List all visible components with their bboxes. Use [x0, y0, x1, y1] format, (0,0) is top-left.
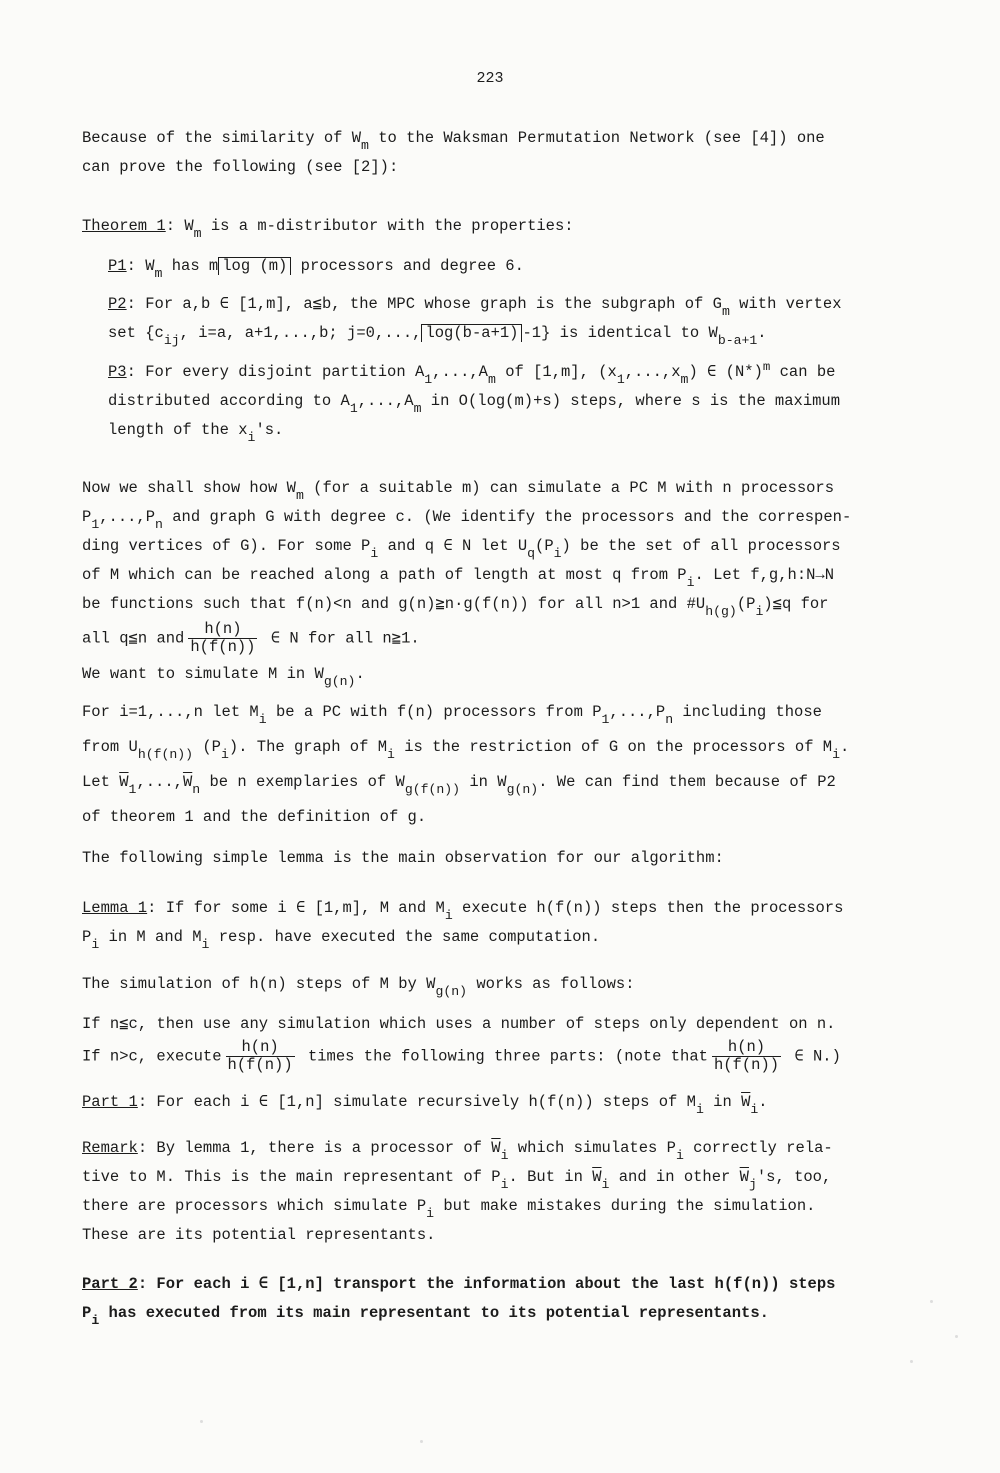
intro-paragraph: Because of the similarity of $W_m$ to the Waksman Permutation Network (see [4]) one can prove the following (see [2]): [82, 129, 825, 176]
want-line: We want to simulate M in $W_{g(n)}$. [82, 665, 365, 690]
property-p2: P2: For a,b ∈ [1,m], a≦b, the MPC whose graph is the subgraph of $G_m$ with vertex set {$c_{ij}$, i=a, a+1,...,b; j=0,..., log(b-a+1) -1} is identical to $W_{b-a+1}$. [108, 295, 842, 349]
works-line: The simulation of h(n) steps of M by $W_{g(n)}$ works as follows: [82, 975, 635, 1000]
part-2: Part 2: For each i ∈ [1,n] transport the information about the last h(f(n)) steps $P_i$ has executed from its main representant to its potential representants. [82, 1275, 836, 1329]
theorem-heading: Theorem 1: $W_m$ is a m-distributor with the properties: [82, 217, 574, 242]
lemma-1: Lemma 1: If for some i ∈ [1,m], M and $M_i$ execute h(f(n)) steps then the processors $P_i$ in M and $M_i$ resp. have executed the same computation. [82, 899, 844, 953]
page-number: 223 [476, 70, 504, 87]
remark: Remark: By lemma 1, there is a processor of $\overline{W}_i$ which simulates $P_i$ correctly rela- tive to M. This is the main representant of $P_i$. But in $\overline{W}_i$ and in other $\overline{W}_j's$, too, there are processors which simulate $P_i$ but make mistakes during the simulation. These are its potential representants. [82, 1139, 833, 1244]
property-p1: P1: $W_m$ has m log (m) processors and degree 6. [108, 257, 524, 282]
cases: If n≦c, then use any simulation which uses a number of steps only dependent on n. If n>c, execute $\frac{h(n)}{h(f(n))}$ times the following three parts: (note that $\frac{h(n)}{h(f(n))}$ ∈ N.) [82, 1015, 841, 1074]
scan-speck [910, 1360, 913, 1363]
simulation-paragraph: Now we shall show how $W_m$ (for a suitable m) can simulate a PC M with n processors $P_1,...,P_n$ and graph G with degree c. (We identify the processors and the correspen- ding vertices of G). For some $P_i$ and q ∈ N let $U_q(P_i)$ be the set of all processors of M which can be reached along a path of length at most q from $P_i$. Let f,g,h:N→N be functions such that f(n)<n and g(n)≧n·g(f(n)) for all n>1 and $\#U_{h(g)}(P_i)≦q$ for all q≦n and $\frac{h(n)}{h(f(n))}$ ∈ N for all n≧1. [82, 479, 852, 656]
lemma-label: Lemma 1 [82, 899, 148, 917]
scan-speck [420, 1440, 423, 1443]
scan-speck [955, 1335, 958, 1338]
scan-speck [200, 1420, 203, 1423]
scan-speck [930, 1300, 933, 1303]
fraction-h-n-over-h-f-n: $\frac{h(n)}{h(f(n))}$ [190, 620, 256, 656]
remark-label: Remark [82, 1139, 138, 1157]
part-2-label: Part 2 [82, 1275, 138, 1293]
lemma-intro: The following simple lemma is the main observation for our algorithm: [82, 849, 724, 867]
theorem-label: Theorem 1 [82, 217, 166, 235]
property-p3: P3: For every disjoint partition $A_1,...,A_m$ of [1,m], $(x_1,...,x_m)$ ∈ $(N*)^m$ can be distributed according to $A_1,...,A_m$ in O(log(m)+s) steps, where s is the maximum length of the $x_i's$. [108, 359, 841, 446]
for-i-paragraph: For i=1,...,n let $M_i$ be a PC with f(n) processors from $P_1,...,P_n$ including those from $U_{h(f(n))}$ $(P_i)$. The graph of $M_i$ is the restriction of G on the processors of $M_i$. Let $\overline{W}_1,...,\overline{W}_n$ be n exemplaries of $W_{g(f(n))}$ in $W_{g(n)}$. We can find them because of P2 of theorem 1 and the definition of g. [82, 703, 850, 826]
part-1: Part 1: For each i ∈ [1,n] simulate recursively h(f(n)) steps of $M_i$ in $\overline{W}_i$. [82, 1093, 768, 1118]
part-1-label: Part 1 [82, 1093, 138, 1111]
